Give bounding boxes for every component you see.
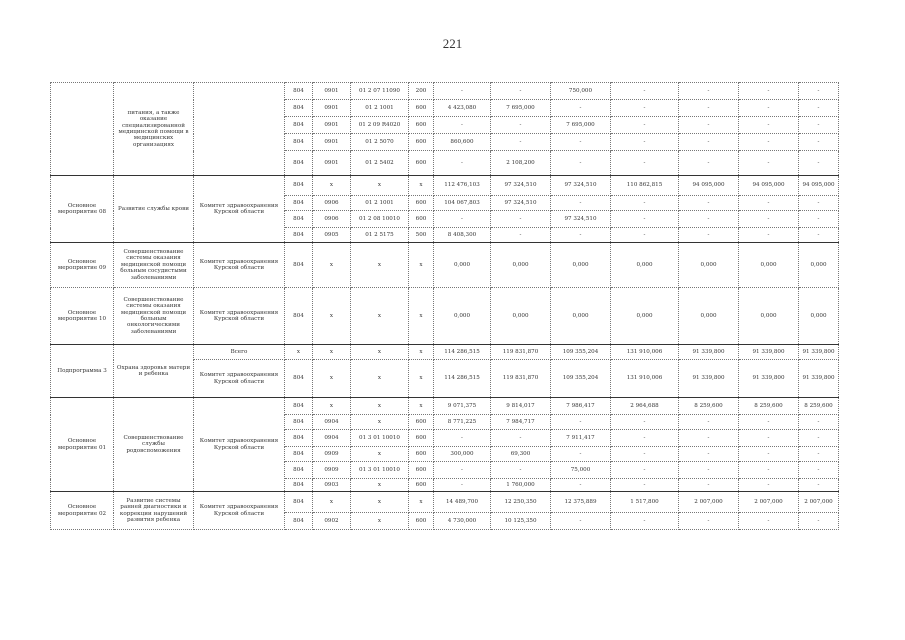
table-cell: 01 2 5070 — [351, 134, 409, 151]
table-row — [51, 345, 839, 360]
table-cell: - — [739, 196, 799, 211]
table-cell: - — [679, 83, 739, 100]
table-cell: 4 730,000 — [434, 513, 491, 530]
table-cell — [51, 83, 114, 176]
table-cell: 804 — [285, 398, 313, 415]
table-cell: Совершенствование системы оказания медицинской помощи больным сосудистыми заболеваниями — [114, 243, 194, 288]
table-cell: x — [409, 288, 434, 345]
table-cell: x — [351, 360, 409, 398]
table-cell: 1 517,800 — [611, 492, 679, 513]
table-cell: 2 108,200 — [491, 151, 551, 176]
table-cell: 119 831,870 — [491, 345, 551, 360]
table-cell: 01 2 08 10010 — [351, 211, 409, 228]
table-cell: - — [739, 211, 799, 228]
table-cell: x — [351, 479, 409, 492]
table-cell: - — [739, 117, 799, 134]
table-cell: 8 771,225 — [434, 415, 491, 430]
table-cell: Подпрограмма 3 — [51, 345, 114, 398]
table-cell: 804 — [285, 288, 313, 345]
table-cell: 131 910,006 — [611, 345, 679, 360]
table-cell: 0902 — [313, 513, 351, 530]
table-cell: Комитет здравоохранения Курской области — [194, 243, 285, 288]
table-cell: Комитет здравоохранения Курской области — [194, 398, 285, 492]
table-cell: 2 007,000 — [799, 492, 839, 513]
table-row — [51, 398, 839, 415]
table-cell: - — [551, 134, 611, 151]
table-cell: 01 2 07 11090 — [351, 83, 409, 100]
table-cell: - — [799, 117, 839, 134]
table-cell: Совершенствование системы оказания медицинской помощи больным онкологическими заболеваниями — [114, 288, 194, 345]
table-cell: Комитет здравоохранения Курской области — [194, 176, 285, 243]
table-cell: 8 259,600 — [799, 398, 839, 415]
table-cell: 0909 — [313, 447, 351, 462]
table-cell: - — [739, 462, 799, 479]
table-cell: - — [611, 196, 679, 211]
table-cell: x — [409, 243, 434, 288]
table-cell: x — [285, 345, 313, 360]
table-cell: x — [351, 243, 409, 288]
table-cell: Основное мероприятие 02 — [51, 492, 114, 530]
table-cell: 01 2 5175 — [351, 228, 409, 243]
table-cell: 804 — [285, 134, 313, 151]
table-cell: - — [679, 100, 739, 117]
table-cell: - — [679, 151, 739, 176]
table-cell: 91 339,800 — [679, 345, 739, 360]
table-cell: 600 — [409, 211, 434, 228]
table-cell: 97 324,510 — [491, 196, 551, 211]
table-cell: 500 — [409, 228, 434, 243]
table-cell: 600 — [409, 447, 434, 462]
table-cell: - — [551, 447, 611, 462]
table-row — [51, 492, 839, 513]
table-cell: x — [313, 176, 351, 196]
table-cell: 0904 — [313, 430, 351, 447]
table-cell: 01 3 01 10010 — [351, 430, 409, 447]
table-cell: - — [611, 415, 679, 430]
table-cell: 0,000 — [679, 288, 739, 345]
table-cell: - — [434, 117, 491, 134]
table-cell: - — [679, 415, 739, 430]
table-cell: - — [679, 117, 739, 134]
table-cell: - — [679, 430, 739, 447]
table-cell: 0,000 — [679, 243, 739, 288]
table-cell: - — [799, 211, 839, 228]
table-cell: - — [799, 100, 839, 117]
table-cell: - — [739, 83, 799, 100]
table-cell: x — [351, 288, 409, 345]
table-cell: 0906 — [313, 211, 351, 228]
table-cell: 7 984,717 — [491, 415, 551, 430]
table-cell: 0,000 — [491, 243, 551, 288]
table-cell: - — [611, 151, 679, 176]
table-cell: 01 2 1001 — [351, 196, 409, 211]
table-cell: - — [551, 415, 611, 430]
table-cell: - — [611, 228, 679, 243]
table-cell: Развитие системы ранней диагностики и коррекции нарушений развития ребенка — [114, 492, 194, 530]
table-cell: 8 259,600 — [679, 398, 739, 415]
table-cell: 0,000 — [611, 288, 679, 345]
table-cell: 804 — [285, 100, 313, 117]
table-cell: x — [351, 513, 409, 530]
table-cell: 860,600 — [434, 134, 491, 151]
table-cell: 12 375,889 — [551, 492, 611, 513]
table-cell: 0901 — [313, 134, 351, 151]
table-cell: 804 — [285, 513, 313, 530]
table-row — [51, 176, 839, 196]
table-cell: - — [434, 83, 491, 100]
table-cell: Основное мероприятие 09 — [51, 243, 114, 288]
table-cell: 0901 — [313, 151, 351, 176]
table-cell: 750,000 — [551, 83, 611, 100]
table-cell: 7 986,417 — [551, 398, 611, 415]
table-cell: - — [551, 479, 611, 492]
table-cell: - — [739, 513, 799, 530]
table-cell: 804 — [285, 430, 313, 447]
table-cell: - — [679, 134, 739, 151]
table-cell: 804 — [285, 211, 313, 228]
table-cell: 91 339,800 — [799, 345, 839, 360]
table-cell: - — [799, 196, 839, 211]
table-cell: 69,300 — [491, 447, 551, 462]
table-cell: 804 — [285, 151, 313, 176]
table-cell: - — [679, 211, 739, 228]
table-cell: Основное мероприятие 01 — [51, 398, 114, 492]
table-cell: 0905 — [313, 228, 351, 243]
table-cell: - — [611, 479, 679, 492]
page-number: 221 — [442, 36, 463, 51]
table-cell: 01 2 09 R4020 — [351, 117, 409, 134]
table-cell: 600 — [409, 117, 434, 134]
table-cell: x — [351, 492, 409, 513]
table-cell: - — [611, 117, 679, 134]
table-cell: - — [799, 415, 839, 430]
table-cell: 804 — [285, 492, 313, 513]
table-cell: - — [611, 447, 679, 462]
table-cell: - — [491, 211, 551, 228]
table-cell: - — [434, 151, 491, 176]
table-cell: 01 3 01 10010 — [351, 462, 409, 479]
table-cell: x — [351, 176, 409, 196]
table-cell: 804 — [285, 176, 313, 196]
table-cell: 9 071,375 — [434, 398, 491, 415]
table-cell: - — [799, 151, 839, 176]
table-cell: - — [491, 228, 551, 243]
table-cell: - — [491, 462, 551, 479]
table-cell: 104 067,803 — [434, 196, 491, 211]
table-cell: 14 489,700 — [434, 492, 491, 513]
table-cell: 112 476,103 — [434, 176, 491, 196]
table-cell: - — [739, 479, 799, 492]
table-cell: 91 339,800 — [739, 360, 799, 398]
table-cell: 804 — [285, 228, 313, 243]
table-cell: Развитие службы крови — [114, 176, 194, 243]
table-cell: 0901 — [313, 117, 351, 134]
table-cell: - — [799, 479, 839, 492]
table-cell: 0909 — [313, 462, 351, 479]
table-cell: 94 095,000 — [739, 176, 799, 196]
table-cell: - — [434, 430, 491, 447]
table-cell: 600 — [409, 430, 434, 447]
table-cell: - — [679, 513, 739, 530]
table-cell: - — [739, 430, 799, 447]
table-cell: 0,000 — [799, 243, 839, 288]
table-cell: - — [739, 228, 799, 243]
table-cell: 01 2 5402 — [351, 151, 409, 176]
table-cell: - — [799, 134, 839, 151]
table-cell: 0,000 — [434, 243, 491, 288]
table-cell: - — [739, 447, 799, 462]
table-cell: 4 423,080 — [434, 100, 491, 117]
table-cell: 8 259,600 — [739, 398, 799, 415]
table-cell: 97 324,510 — [551, 211, 611, 228]
table-cell: - — [491, 83, 551, 100]
table-cell: - — [611, 462, 679, 479]
table-cell: 75,000 — [551, 462, 611, 479]
budget-table — [50, 82, 839, 530]
table-cell: Охрана здоровья матери и ребенка — [114, 345, 194, 398]
table-cell: 804 — [285, 447, 313, 462]
table-cell: - — [611, 430, 679, 447]
table-cell: 804 — [285, 479, 313, 492]
table-cell: 2 007,000 — [739, 492, 799, 513]
table-cell: 10 125,350 — [491, 513, 551, 530]
table-cell: - — [739, 100, 799, 117]
table-cell: 600 — [409, 100, 434, 117]
table-row — [51, 288, 839, 345]
table-cell: 600 — [409, 513, 434, 530]
table-cell: 110 862,815 — [611, 176, 679, 196]
table-cell: 0,000 — [739, 243, 799, 288]
table-cell: 119 831,870 — [491, 360, 551, 398]
table-cell: 109 355,204 — [551, 360, 611, 398]
table-cell: 109 355,204 — [551, 345, 611, 360]
table-cell: Основное мероприятие 08 — [51, 176, 114, 243]
table-cell: 600 — [409, 479, 434, 492]
table-cell: - — [611, 513, 679, 530]
table-cell: 12 250,350 — [491, 492, 551, 513]
table-cell: Совершенствование службы родовспоможения — [114, 398, 194, 492]
table-cell: - — [491, 430, 551, 447]
table-cell: x — [313, 360, 351, 398]
table-cell: 804 — [285, 415, 313, 430]
table-cell: 1 760,000 — [491, 479, 551, 492]
table-cell: 0906 — [313, 196, 351, 211]
table-cell: Комитет здравоохранения Курской области — [194, 492, 285, 530]
table-cell: - — [551, 100, 611, 117]
table-cell: 0,000 — [551, 243, 611, 288]
table-cell: 8 408,300 — [434, 228, 491, 243]
table-cell: 114 286,515 — [434, 345, 491, 360]
table-cell: 131 910,006 — [611, 360, 679, 398]
table-cell: 600 — [409, 151, 434, 176]
table-cell: - — [551, 151, 611, 176]
table-cell: 0903 — [313, 479, 351, 492]
table-cell: Комитет здравоохранения Курской области — [194, 288, 285, 345]
table-cell: 9 814,017 — [491, 398, 551, 415]
table-cell: - — [679, 462, 739, 479]
table-cell: 2 964,688 — [611, 398, 679, 415]
table-cell: 804 — [285, 243, 313, 288]
table-cell: x — [351, 345, 409, 360]
table-cell: 114 286,515 — [434, 360, 491, 398]
table-cell: 300,000 — [434, 447, 491, 462]
table-cell: 0,000 — [434, 288, 491, 345]
table-cell: 7 911,417 — [551, 430, 611, 447]
table-cell: 804 — [285, 462, 313, 479]
table-cell: - — [611, 100, 679, 117]
table-cell: 0904 — [313, 415, 351, 430]
table-cell: 200 — [409, 83, 434, 100]
table-cell: 91 339,800 — [739, 345, 799, 360]
table-cell: x — [409, 492, 434, 513]
table-cell: x — [313, 398, 351, 415]
table-body — [51, 83, 839, 530]
table-cell: - — [491, 134, 551, 151]
table-cell: x — [313, 345, 351, 360]
table-cell: - — [799, 513, 839, 530]
table-cell: x — [313, 243, 351, 288]
table-cell: - — [799, 83, 839, 100]
table-cell: 600 — [409, 196, 434, 211]
table-cell: 7 695,000 — [491, 100, 551, 117]
table-cell: 94 095,000 — [799, 176, 839, 196]
table-cell: - — [551, 513, 611, 530]
table-cell: x — [409, 176, 434, 196]
table-cell: - — [434, 462, 491, 479]
table-row — [51, 83, 839, 100]
table-cell: - — [611, 83, 679, 100]
table-cell: 600 — [409, 134, 434, 151]
table-cell: 804 — [285, 117, 313, 134]
table-cell: питания, а также оказание специализированной медицинской помощи в медицинских организациях — [114, 83, 194, 176]
table-cell: 0,000 — [551, 288, 611, 345]
table-cell: 01 2 1001 — [351, 100, 409, 117]
table-cell: - — [799, 447, 839, 462]
table-cell: Комитет здравоохранения Курской области — [194, 360, 285, 398]
table-cell: x — [351, 415, 409, 430]
table-cell: - — [799, 228, 839, 243]
table-cell — [194, 83, 285, 176]
table-cell: Основное мероприятие 10 — [51, 288, 114, 345]
table-cell: 97 324,510 — [491, 176, 551, 196]
table-cell: - — [799, 430, 839, 447]
table-cell: x — [351, 447, 409, 462]
table-cell: - — [799, 462, 839, 479]
table-cell: 600 — [409, 415, 434, 430]
table-cell: 804 — [285, 83, 313, 100]
table-cell: x — [313, 492, 351, 513]
table-cell: - — [611, 211, 679, 228]
table-cell: - — [679, 196, 739, 211]
table-cell: - — [739, 134, 799, 151]
table-cell: 804 — [285, 196, 313, 211]
table-cell: - — [551, 196, 611, 211]
table-cell: - — [739, 415, 799, 430]
table-cell: 97 324,510 — [551, 176, 611, 196]
table-cell: 0901 — [313, 83, 351, 100]
table-cell: x — [409, 345, 434, 360]
table-cell: - — [739, 151, 799, 176]
table-cell: 0,000 — [491, 288, 551, 345]
table-cell: 600 — [409, 462, 434, 479]
table-row — [51, 243, 839, 288]
table-cell: x — [409, 360, 434, 398]
table-cell: 94 095,000 — [679, 176, 739, 196]
table-cell: - — [491, 117, 551, 134]
table-cell: - — [551, 228, 611, 243]
table-cell: 0,000 — [739, 288, 799, 345]
table-cell: x — [313, 288, 351, 345]
table-cell: - — [679, 447, 739, 462]
table-cell: - — [434, 479, 491, 492]
table-cell: 7 695,000 — [551, 117, 611, 134]
table-cell: 0,000 — [799, 288, 839, 345]
table-cell: - — [611, 134, 679, 151]
table-cell: 91 339,800 — [679, 360, 739, 398]
table-cell: - — [679, 479, 739, 492]
table-cell: 804 — [285, 360, 313, 398]
table-cell: x — [351, 398, 409, 415]
table-cell: 0901 — [313, 100, 351, 117]
table-cell: 91 339,800 — [799, 360, 839, 398]
table-cell: x — [409, 398, 434, 415]
table-cell: - — [679, 228, 739, 243]
table-cell: 0,000 — [611, 243, 679, 288]
table-cell: Всего — [194, 345, 285, 360]
table-cell: - — [434, 211, 491, 228]
table-cell: 2 007,000 — [679, 492, 739, 513]
